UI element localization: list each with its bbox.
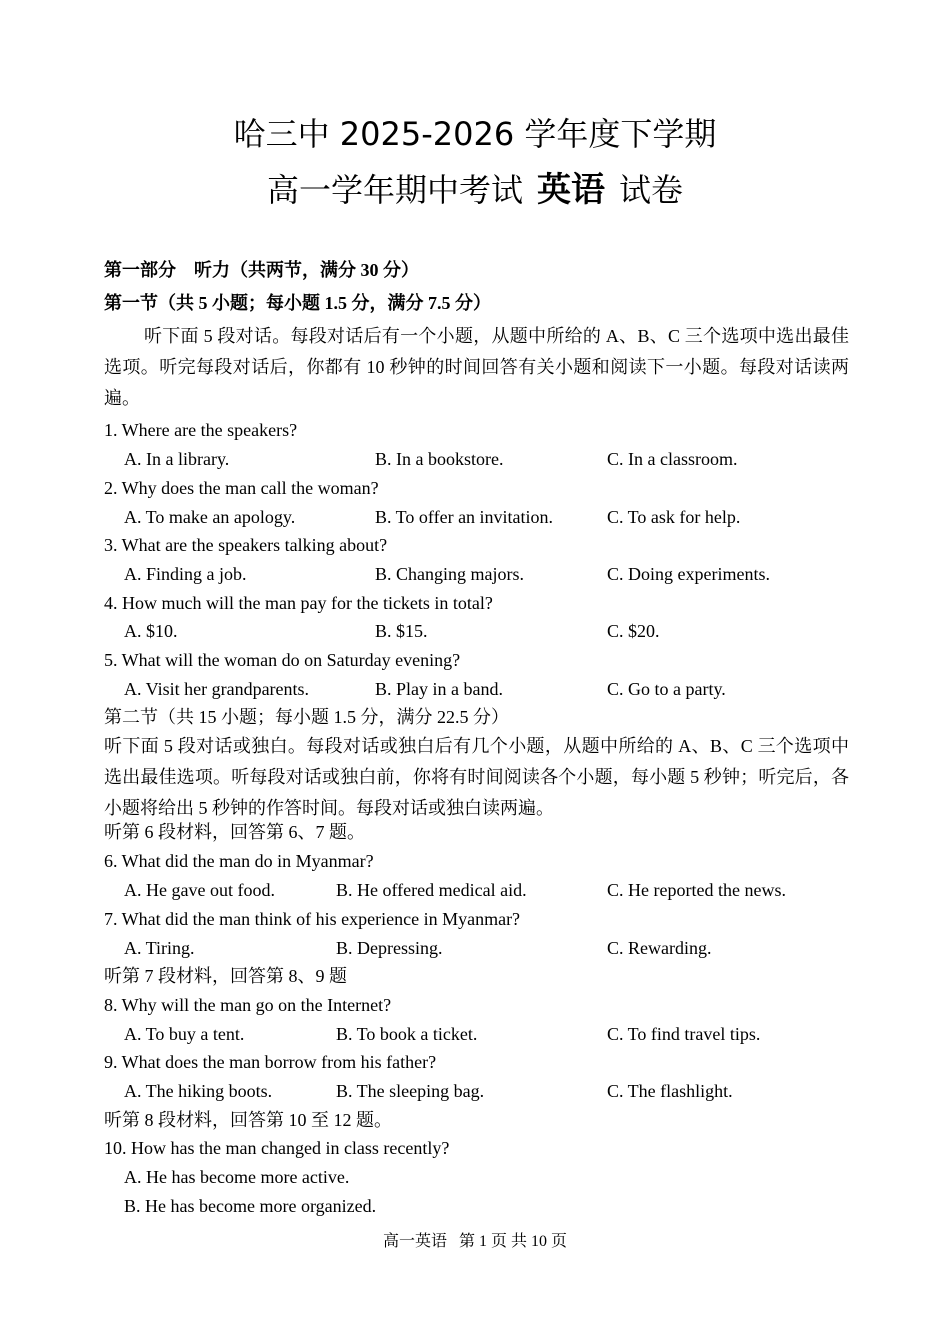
question-1: 1. Where are the speakers? [104,420,298,440]
material-6-note: 听第 6 段材料，回答第 6、7 题。 [104,822,365,842]
exam-title-prefix: 高一学年期中考试 [266,171,523,209]
question-5: 5. What will the woman do on Saturday evening? [104,650,461,670]
q1-option-c: C. In a classroom. [607,449,738,469]
q8-option-a: A. To buy a tent. [124,1024,245,1044]
exam-title-line2 [0,168,950,212]
q5-option-a: A. Visit her grandparents. [124,679,310,699]
q9-option-a: A. The hiking boots. [124,1081,273,1101]
part1-heading: 第一部分 听力（共两节，满分 30 分） [104,260,419,280]
section2-heading: 第二节（共 15 小题；每小题 1.5 分，满分 22.5 分） [104,707,509,727]
q4-option-a: A. $10. [124,621,178,641]
q3-option-c: C. Doing experiments. [607,564,770,584]
section1-heading: 第一节（共 5 小题；每小题 1.5 分，满分 7.5 分） [104,293,491,313]
q5-option-b: B. Play in a band. [375,679,503,699]
footer-page-number: 第 1 页 共 10 页 [459,1233,568,1250]
q4-option-b: B. $15. [375,621,428,641]
q1-option-a: A. In a library. [124,449,230,469]
q1-option-b: B. In a bookstore. [375,449,504,469]
q9-option-c: C. The flashlight. [607,1081,733,1101]
exam-title-suffix: 试卷 [619,171,684,209]
q2-option-b: B. To offer an invitation. [375,507,554,527]
exam-subject: 英语 [537,170,605,210]
q8-option-b: B. To book a ticket. [336,1024,478,1044]
question-3: 3. What are the speakers talking about? [104,535,388,555]
q7-option-b: B. Depressing. [336,938,443,958]
q6-option-b: B. He offered medical aid. [336,880,527,900]
q6-option-c: C. He reported the news. [607,880,786,900]
question-8: 8. Why will the man go on the Internet? [104,995,392,1015]
q6-option-a: A. He gave out food. [124,880,275,900]
q2-option-c: C. To ask for help. [607,507,741,527]
q10-option-a: A. He has become more active. [124,1167,350,1187]
question-10: 10. How has the man changed in class recently? [104,1138,450,1158]
section1-instructions: 听下面 5 段对话。每段对话后有一个小题，从题中所给的 A、B、C 三个选项中选出最佳选项。听完每段对话后，你都有 10 秒钟的时间回答有关小题和阅读下一小题。每段对话读两遍。 [104,326,849,408]
question-6: 6. What did the man do in Myanmar? [104,851,374,871]
footer-subject: 高一英语 [382,1233,447,1250]
question-7: 7. What did the man think of his experience in Myanmar? [104,909,521,929]
q7-option-c: C. Rewarding. [607,938,712,958]
section2-instructions: 听下面 5 段对话或独白。每段对话或独白后有几个小题，从题中所给的 A、B、C 三个选项中选出最佳选项。听每段对话或独白前，你将有时间阅读各个小题，每小题 5 秒钟；听完后，各小题将给出 5 秒钟的作答时间。每段对话或独白读两遍。 [104,736,849,818]
material-8-note: 听第 8 段材料，回答第 10 至 12 题。 [104,1110,392,1130]
q8-option-c: C. To find travel tips. [607,1024,761,1044]
question-4: 4. How much will the man pay for the tickets in total? [104,593,493,613]
question-9: 9. What does the man borrow from his father? [104,1052,437,1072]
q3-option-a: A. Finding a job. [124,564,247,584]
q7-option-a: A. Tiring. [124,938,195,958]
q5-option-c: C. Go to a party. [607,679,726,699]
page-footer [0,1230,950,1254]
material-7-note: 听第 7 段材料，回答第 8、9 题 [104,966,347,986]
question-2: 2. Why does the man call the woman? [104,478,379,498]
exam-title-line1: 哈三中 2025-2026 学年度下学期 [233,115,717,153]
q10-option-b: B. He has become more organized. [124,1196,377,1216]
q2-option-a: A. To make an apology. [124,507,296,527]
q3-option-b: B. Changing majors. [375,564,524,584]
q9-option-b: B. The sleeping bag. [336,1081,485,1101]
q4-option-c: C. $20. [607,621,660,641]
